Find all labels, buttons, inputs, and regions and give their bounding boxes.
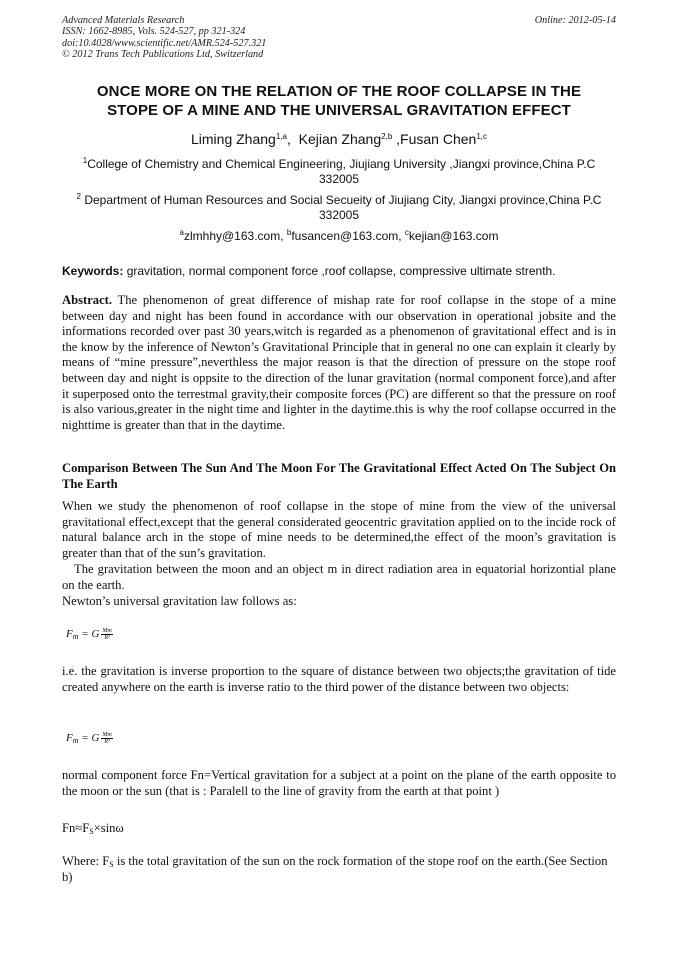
email-3: kejian@163.com bbox=[408, 229, 499, 243]
abstract-label: Abstract. bbox=[62, 293, 113, 307]
author-2-affil: 2,b bbox=[381, 132, 393, 141]
eq1-equals: = G bbox=[78, 628, 100, 641]
paragraph-1: When we study the phenomenon of roof collapse in the stope of mine from the view of the universal gravitational effect,except that the general considerated geocentric gravitation applied on to the incide rock of natural balance arch in the stope of mine needs to be determined,the effect of the moon’s gravitation is greater than that of the sun’s gravitation. bbox=[62, 499, 616, 560]
affiliation-1-mark: 1 bbox=[82, 156, 88, 165]
online-date: Online: 2012-05-14 bbox=[534, 15, 616, 26]
eq2-fraction bbox=[101, 732, 112, 745]
author-separator: , bbox=[392, 131, 401, 147]
paragraph-4: i.e. the gravitation is inverse proportion to the square of distance between two objects;the gravitation of tide created anywhere on the earth is inverse ratio to the third power of the distance between two objects: bbox=[62, 664, 616, 694]
eq2-equals: = G bbox=[78, 732, 100, 745]
eq2-lhs-sub: m bbox=[72, 736, 79, 746]
paragraph-3: Newton’s universal gravitation law follows as: bbox=[62, 594, 297, 608]
author-separator: , bbox=[286, 131, 299, 147]
eq2-denominator: R³ bbox=[104, 739, 110, 745]
author-3: Fusan Chen bbox=[400, 131, 477, 147]
journal-name: Advanced Materials Research bbox=[62, 15, 185, 26]
affiliation-2-mark: 2 bbox=[76, 192, 81, 201]
email-2: fusancen@163.com, bbox=[291, 229, 405, 243]
eq1-lhs-sub: m bbox=[72, 632, 79, 642]
affiliation-1 bbox=[62, 157, 616, 187]
author-1: Liming Zhang bbox=[191, 131, 276, 147]
email-3-mark: c bbox=[404, 228, 409, 237]
affiliation-1-line-1: College of Chemistry and Chemical Engineering, Jiujiang University ,Jiangxi province,China P.C bbox=[87, 157, 596, 171]
keywords-text: gravitation, normal component force ,roof collapse, compressive ultimate strenth. bbox=[123, 264, 556, 278]
author-1-affil: 1,a bbox=[275, 132, 287, 141]
affiliation-1-line-2: 332005 bbox=[318, 172, 360, 186]
author-list bbox=[62, 130, 616, 148]
formula-line bbox=[62, 821, 616, 837]
paragraph-2-text: The gravitation between the moon and an object m in direct radiation area in equatorial horizontial plane on the earth. bbox=[62, 562, 616, 592]
affiliation-2-line-2: 332005 bbox=[318, 208, 360, 222]
paragraph-5: normal component force Fn=Vertical gravitation for a subject at a point on the plane of the earth opposite to the moon or the sun (that is : Paralell to the line of gravity from the earth at that point ) bbox=[62, 768, 616, 798]
abstract bbox=[62, 293, 616, 433]
paragraph-7-part-a: Where: F bbox=[62, 854, 110, 868]
paragraph-7-sub: S bbox=[109, 860, 114, 869]
formula-part-a: Fn≈F bbox=[62, 821, 90, 835]
paragraph-2 bbox=[62, 562, 616, 593]
author-2: Kejian Zhang bbox=[298, 131, 382, 147]
doi-line: doi:10.4028/www.scientific.net/AMR.524-527.321 bbox=[62, 37, 267, 49]
author-3-affil: 1,c bbox=[476, 132, 487, 141]
title-line-1: ONCE MORE ON THE RELATION OF THE ROOF COLLAPSE IN THE bbox=[96, 83, 582, 100]
paragraph-7-part-b: is the total gravitation of the sun on the rock formation of the stope roof on the earth.(See Section b) bbox=[62, 854, 608, 884]
email-2-mark: b bbox=[286, 228, 292, 237]
eq2-lhs: F bbox=[66, 732, 73, 745]
copyright-line: © 2012 Trans Tech Publications Ltd, Switzerland bbox=[62, 49, 264, 61]
keywords-label: Keywords: bbox=[62, 264, 124, 278]
issn-line: ISSN: 1662-8985, Vols. 524-527, pp 321-324 bbox=[62, 26, 246, 38]
equation-2 bbox=[66, 732, 113, 745]
affiliation-2-line-1: Department of Human Resources and Social Secueity of Jiujiang City, Jiangxi province,China P.C bbox=[80, 193, 602, 207]
title-line-2: STOPE OF A MINE AND THE UNIVERSAL GRAVITATION EFFECT bbox=[107, 102, 571, 119]
eq1-lhs: F bbox=[66, 628, 73, 641]
email-1-mark: a bbox=[179, 228, 184, 237]
paper-title bbox=[62, 82, 616, 120]
formula-part-b: ×sinω bbox=[93, 821, 124, 835]
abstract-text: The phenomenon of great difference of mishap rate for roof collapse in the stope of a mine between day and night has been found in accordance with our observation in operational jobsite and the informations recorded over past 30 years,witch is regarded as a phenomenon of gravitational effect and is in the know by the inference of Newton’s Gravitational Principle that in general no one can explain it clearly by means of “mine pressure”,neverthless the major reason is that the direction of pressure on the stope roof between day and night is oppsite to the direction of the lunar gravitation (normal component force),and after it superposed onto the terrestmal gravity,their composite forces (PC) are different so that the pressure on roof is also various,greater in the night time and lighter in the daytime.this is why the roof collapse occurred in the nighttime is greater than that in the daytime. bbox=[62, 293, 616, 432]
eq1-fraction bbox=[101, 628, 112, 641]
keywords bbox=[62, 264, 616, 279]
email-1: zlmhhy@163.com, bbox=[183, 229, 287, 243]
journal-header bbox=[62, 15, 616, 61]
equation-1 bbox=[66, 628, 113, 641]
formula-sub: S bbox=[89, 827, 94, 836]
author-emails bbox=[62, 229, 616, 244]
affiliation-2 bbox=[62, 193, 616, 223]
eq1-numerator: Mm bbox=[102, 628, 112, 634]
eq2-numerator: Mm bbox=[102, 732, 112, 738]
paragraph-7 bbox=[62, 854, 616, 885]
eq1-denominator: R² bbox=[104, 635, 110, 641]
section-heading: Comparison Between The Sun And The Moon For The Gravitational Effect Acted On The Subject On The Earth bbox=[62, 461, 616, 491]
